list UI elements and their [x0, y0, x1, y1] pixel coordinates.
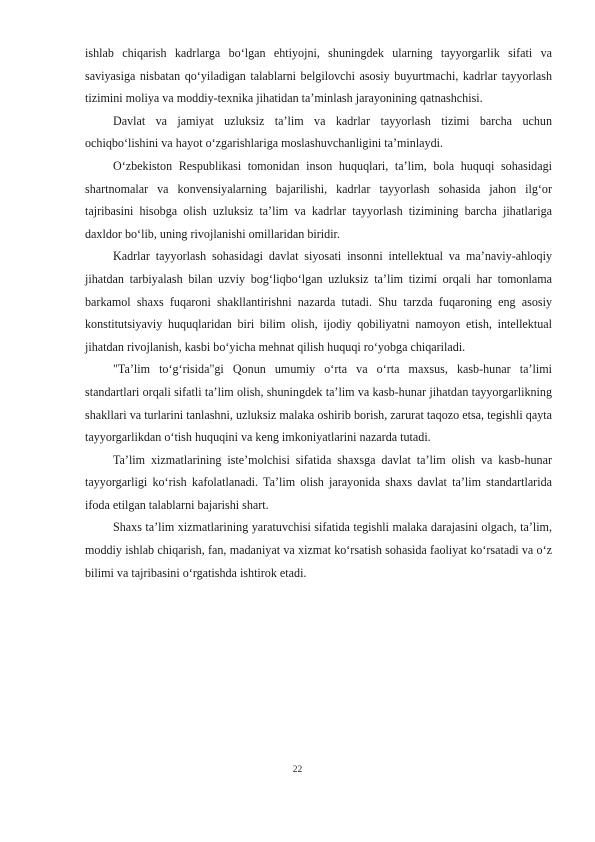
- page-number: 22: [292, 765, 303, 775]
- paragraph: O‘zbekiston Respublikasi tomonidan inson huquqlari, ta’lim, bola huquqi sohasidagi shartnomalar va konvensiyalarning bajarilishi, kadrlar tayyorlash sohasida jahon ilg‘or tajribasini hisobga olish uzluksiz ta’lim va kadrlar tayyorlash tizimining barcha jihatlariga daxldor bo‘lib, uning rivojlanishi omillaridan biridir.: [85, 158, 552, 241]
- paragraph: Davlat va jamiyat uzluksiz ta’lim va kadrlar tayyorlash tizimi barcha uchun ochiqbo‘lishini va hayot o‘zgarishlariga moslashuvchanligini ta’minlaydi.: [85, 113, 552, 151]
- paragraph: Ta’lim xizmatlarining iste’molchisi sifatida shaxsga davlat ta’lim olish va kasb-hunar tayyorgarligi ko‘rish kafolatlanadi. Ta’lim olish jarayonida shaxs davlat ta’lim standartlarida ifoda etilgan talablarni bajarishi shart.: [85, 452, 552, 512]
- paragraph: Kadrlar tayyorlash sohasidagi davlat siyosati insonni intellektual va ma’naviy-ahloqiy jihatdan tarbiyalash bilan uzviy bog‘liqbo‘lgan uzluksiz ta’lim tizimi orqali har tomonlama barkamol shaxs fuqaroni shakllantirishni nazarda tutadi. Shu tarzda fuqaroning eng asosiy konstitutsiyaviy huquqlaridan biri bilim olish, ijodiy qobiliyatni namoyon etish, intellektual jihatdan rivojlanish, kasbi bo‘yicha mehnat qilish huquqi ro‘yobga chiqariladi.: [85, 249, 552, 354]
- paragraph-continuation: ishlab chiqarish kadrlarga bo‘lgan ehtiyojni, shuningdek ularning tayyorgarlik sifati va saviyasiga nisbatan qo‘yiladigan talablarni belgilovchi asosiy buyurtmachi, kadrlar tayyorlash tizimini moliya va moddiy-texnika jihatidan ta’minlash jarayonining qatnashchisi.: [85, 46, 552, 106]
- paragraph: "Ta’lim to‘g‘risida"gi Qonun umumiy o‘rta va o‘rta maxsus, kasb-hunar ta’limi standartlari orqali sifatli ta’lim olish, shuningdek ta’lim va kasb-hunar jihatdan tayyorgarlikning shakllari va turlarini tanlashni, uzluksiz malaka oshirib borish, zarurat taqozo etsa, tegishli qayta tayyorgarlikdan o‘tish huquqini va keng imkoniyatlarini nazarda tutadi.: [85, 362, 552, 445]
- document-body: [85, 42, 552, 584]
- paragraph: Shaxs ta’lim xizmatlarining yaratuvchisi sifatida tegishli malaka darajasini olgach, ta’lim, moddiy ishlab chiqarish, fan, madaniyat va xizmat ko‘rsatish sohasida faoliyat ko‘rsatadi va o‘z bilimi va tajribasini o‘rgatishda ishtirok etadi.: [85, 520, 552, 580]
